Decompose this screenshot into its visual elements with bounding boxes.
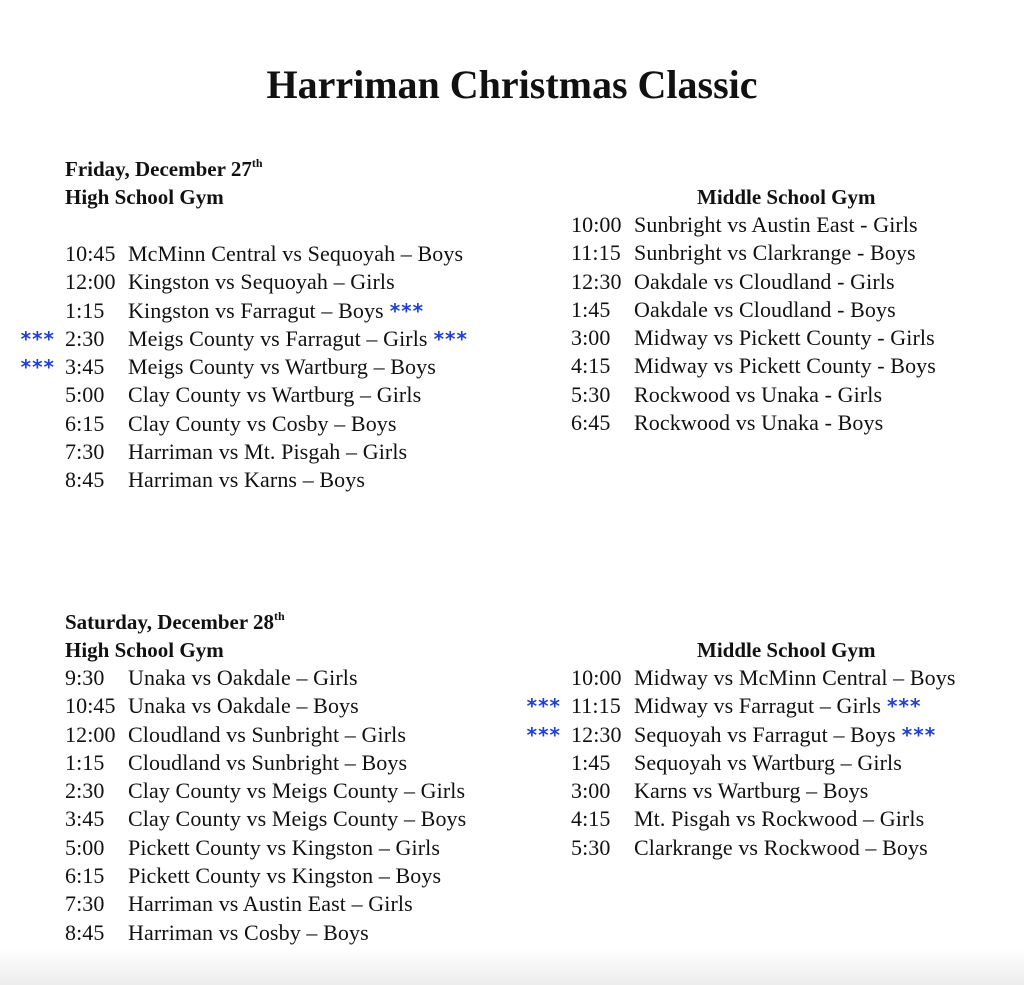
game-row [65, 410, 468, 438]
game-matchup: Clay County vs Meigs County – Boys [128, 806, 467, 832]
game-row [571, 239, 936, 267]
asterisk-marker: *** [20, 355, 55, 380]
game-matchup: Sequoyah vs Farragut – Boys [634, 721, 896, 747]
game-matchup: Kingston vs Farragut – Boys [128, 297, 384, 323]
game-matchup: Pickett County vs Kingston – Boys [128, 863, 442, 889]
game-row [526, 721, 955, 749]
game-time: 10:00 [571, 212, 622, 237]
game-row [571, 409, 936, 437]
page-bottom-edge [0, 949, 1024, 985]
game-row [65, 777, 466, 805]
game-matchup: Midway vs Pickett County - Girls [634, 325, 935, 351]
game-row [65, 890, 466, 918]
game-row [65, 268, 468, 296]
game-row [571, 834, 955, 862]
game-time: 11:15 [571, 240, 621, 266]
game-row [65, 862, 466, 890]
game-time: 10:45 [65, 241, 116, 266]
game-time: 4:15 [571, 353, 611, 379]
game-time: 3:45 [65, 806, 105, 832]
game-matchup: Clay County vs Wartburg – Girls [128, 382, 422, 408]
day-label: Saturday, December 28 [65, 610, 275, 634]
game-time: 3:00 [571, 778, 611, 804]
game-row [65, 664, 466, 692]
game-matchup: Harriman vs Karns – Boys [128, 467, 366, 493]
game-matchup: Clay County vs Meigs County – Girls [128, 778, 466, 804]
game-row [65, 240, 468, 268]
game-time: 6:15 [65, 863, 105, 889]
asterisk-marker: *** [433, 326, 468, 351]
game-matchup: Rockwood vs Unaka - Girls [634, 381, 883, 407]
game-row [65, 297, 468, 325]
game-time: 2:30 [65, 778, 105, 804]
game-time: 12:30 [571, 721, 622, 747]
game-row [65, 692, 466, 720]
game-matchup: Karns vs Wartburg – Boys [634, 778, 869, 804]
middle-school-gym-heading: Middle School Gym [697, 638, 876, 662]
game-matchup: Sequoyah vs Wartburg – Girls [634, 749, 902, 775]
game-matchup: Cloudland vs Sunbright – Girls [128, 721, 407, 747]
game-matchup: Meigs County vs Wartburg – Boys [128, 354, 436, 380]
game-row [65, 721, 466, 749]
game-time: 8:45 [65, 467, 105, 493]
game-row [571, 352, 936, 380]
asterisk-marker: *** [20, 326, 55, 351]
game-time: 2:30 [65, 325, 105, 351]
game-matchup: Harriman vs Mt. Pisgah – Girls [128, 439, 408, 465]
game-row [571, 268, 936, 296]
friday-middle-school-schedule [571, 211, 936, 437]
game-time: 1:15 [65, 297, 105, 323]
game-row [571, 749, 955, 777]
game-matchup: Harriman vs Austin East – Girls [128, 891, 413, 917]
game-time: 1:45 [571, 749, 611, 775]
game-time: 5:30 [571, 381, 611, 407]
asterisk-marker: *** [887, 694, 922, 719]
game-time: 3:45 [65, 354, 105, 380]
day-heading-friday [65, 155, 263, 183]
game-time: 5:30 [571, 834, 611, 860]
game-time: 9:30 [65, 665, 105, 690]
game-matchup: Sunbright vs Clarkrange - Boys [634, 240, 916, 266]
game-matchup: Cloudland vs Sunbright – Boys [128, 749, 408, 775]
game-time: 12:00 [65, 721, 116, 747]
game-matchup: Midway vs Pickett County - Boys [634, 353, 936, 379]
game-matchup: Oakdale vs Cloudland - Boys [634, 296, 896, 322]
game-row [65, 749, 466, 777]
game-time: 10:00 [571, 665, 622, 690]
game-matchup: Pickett County vs Kingston – Girls [128, 834, 441, 860]
game-matchup: Unaka vs Oakdale – Boys [128, 693, 359, 719]
game-time: 12:30 [571, 268, 622, 294]
game-time: 8:45 [65, 919, 105, 945]
game-time: 10:45 [65, 693, 116, 719]
day-suffix: th [251, 156, 263, 170]
game-time: 5:00 [65, 834, 105, 860]
game-time: 12:00 [65, 269, 116, 295]
asterisk-marker: *** [901, 722, 937, 747]
game-matchup: Clarkrange vs Rockwood – Boys [634, 834, 928, 860]
game-time: 3:00 [571, 325, 611, 351]
game-row [571, 296, 936, 324]
friday-high-school-schedule [20, 240, 468, 495]
day-suffix: th [274, 609, 285, 623]
game-row [571, 777, 955, 805]
game-row [65, 438, 468, 466]
game-time: 7:30 [65, 439, 105, 465]
game-row [571, 805, 955, 833]
asterisk-marker: *** [526, 694, 561, 719]
day-label: Friday, December 27 [65, 157, 252, 181]
game-matchup: Midway vs Farragut – Girls [634, 693, 882, 719]
saturday-middle-school-schedule [526, 664, 956, 862]
game-row [20, 353, 468, 381]
game-matchup: Sunbright vs Austin East - Girls [634, 212, 918, 237]
high-school-gym-heading: High School Gym [65, 185, 224, 209]
asterisk-marker: *** [526, 722, 561, 747]
game-row [571, 381, 936, 409]
game-time: 1:15 [65, 749, 105, 775]
game-row [571, 664, 955, 692]
game-matchup: Oakdale vs Cloudland - Girls [634, 268, 895, 294]
game-time: 5:00 [65, 382, 105, 408]
game-time: 7:30 [65, 891, 105, 917]
game-row [65, 466, 468, 494]
game-matchup: McMinn Central vs Sequoyah – Boys [128, 241, 464, 266]
game-matchup: Unaka vs Oakdale – Girls [128, 665, 358, 690]
game-time: 11:15 [571, 693, 621, 719]
high-school-gym-heading: High School Gym [65, 638, 224, 662]
day-heading-saturday [65, 608, 285, 636]
game-matchup: Clay County vs Cosby – Boys [128, 410, 397, 436]
game-row [526, 692, 955, 720]
asterisk-marker: *** [389, 298, 425, 323]
game-row [571, 211, 936, 239]
game-row [65, 834, 466, 862]
game-row [65, 805, 466, 833]
game-row [65, 381, 468, 409]
game-matchup: Kingston vs Sequoyah – Girls [128, 269, 395, 295]
game-matchup: Rockwood vs Unaka - Boys [634, 410, 884, 436]
page-title: Harriman Christmas Classic [266, 62, 758, 107]
game-time: 6:15 [65, 410, 105, 436]
game-matchup: Harriman vs Cosby – Boys [128, 919, 369, 945]
game-time: 6:45 [571, 410, 611, 436]
game-time: 4:15 [571, 806, 611, 832]
game-row [571, 324, 936, 352]
game-matchup: Meigs County vs Farragut – Girls [128, 325, 428, 351]
middle-school-gym-heading: Middle School Gym [697, 185, 876, 209]
game-matchup: Mt. Pisgah vs Rockwood – Girls [634, 806, 925, 832]
game-time: 1:45 [571, 296, 611, 322]
game-row [65, 919, 466, 947]
game-matchup: Midway vs McMinn Central – Boys [634, 665, 956, 690]
saturday-high-school-schedule [65, 664, 466, 947]
game-row [20, 325, 468, 353]
